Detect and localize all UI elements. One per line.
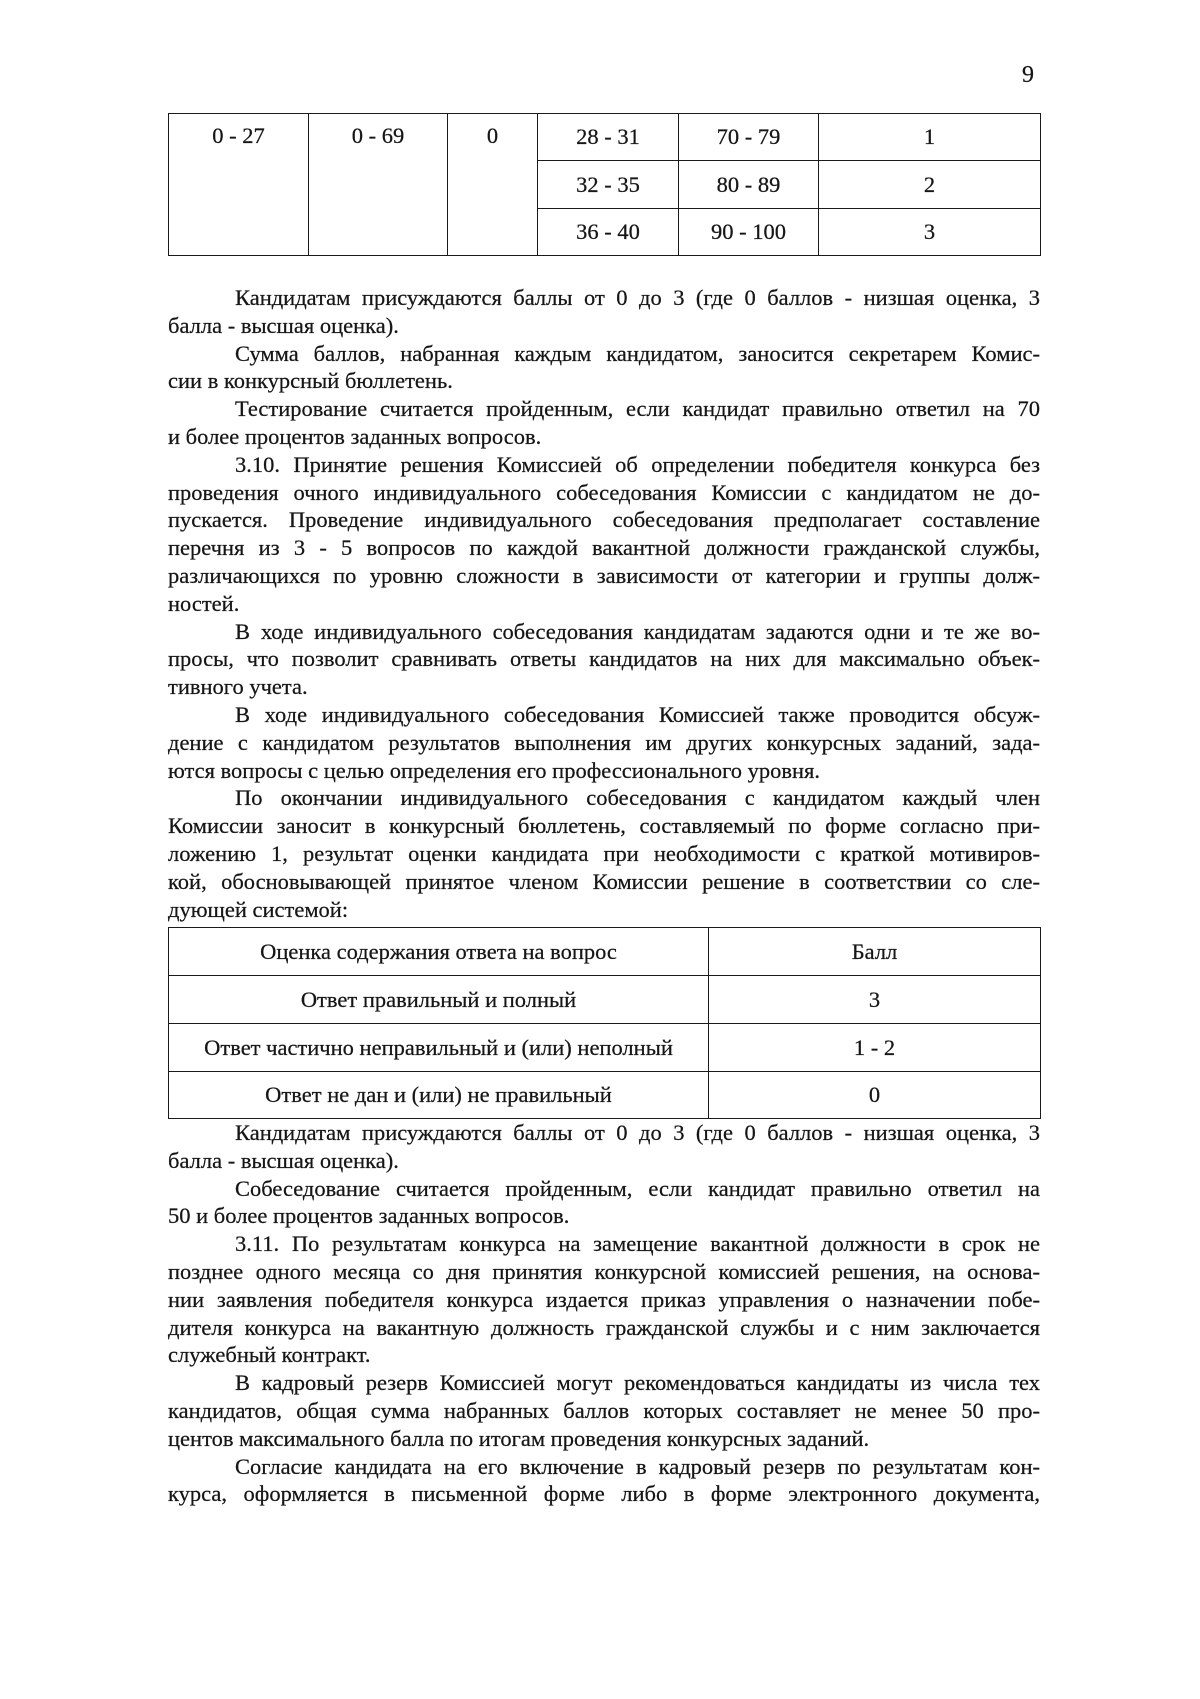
answer-table-cell: 0 xyxy=(709,1072,1041,1119)
paragraph-line: пускается. Проведение индивидуального собеседования предполагает составление xyxy=(168,507,1040,533)
paragraph-line: В кадровый резерв Комиссией могут рекомендоваться кандидаты из числа тех xyxy=(235,1370,1040,1396)
score-table-cell: 32 - 35 xyxy=(538,161,679,209)
answer-score-table xyxy=(168,927,1041,1119)
score-table-row xyxy=(169,114,1041,161)
body-text-upper xyxy=(168,284,1040,923)
answer-table-cell: Ответ правильный и полный xyxy=(169,976,709,1024)
section-3-11-paragraph xyxy=(168,1230,1040,1369)
section-3-10-paragraph xyxy=(168,451,1040,618)
answer-table-cell: 1 - 2 xyxy=(709,1024,1041,1072)
score-table-cell: 0 - 27 xyxy=(169,114,309,256)
paragraph xyxy=(168,284,1040,340)
paragraph-line: курса, оформляется в письменной форме либо в форме электронного документа, xyxy=(168,1481,1040,1507)
paragraph-line: Тестирование считается пройденным, если кандидат правильно ответил на 70 xyxy=(235,396,1040,422)
score-table-cell: 70 - 79 xyxy=(679,114,819,161)
answer-table-cell: Ответ частично неправильный и (или) неполный xyxy=(169,1024,709,1072)
paragraph-line: Комиссии заносит в конкурсный бюллетень, составляемый по форме согласно при- xyxy=(168,813,1040,839)
score-table-cell: 2 xyxy=(819,161,1041,209)
paragraph-line: Сумма баллов, набранная каждым кандидатом, заносится секретарем Комис- xyxy=(235,340,1040,366)
paragraph-line: и более процентов заданных вопросов. xyxy=(168,423,542,449)
paragraph-line: балла - высшая оценка). xyxy=(168,1147,399,1173)
paragraph-line: просы, что позволит сравнивать ответы кандидатов на них для максимально объек- xyxy=(168,646,1040,672)
score-table-cell: 80 - 89 xyxy=(679,161,819,209)
score-table-cell: 0 - 69 xyxy=(309,114,448,256)
score-table-cell: 36 - 40 xyxy=(538,209,679,256)
paragraph xyxy=(168,784,1040,923)
paragraph-line: ностей. xyxy=(168,590,240,616)
paragraph xyxy=(168,1453,1040,1509)
answer-table-header-cell: Балл xyxy=(709,928,1041,976)
score-table-cell: 0 xyxy=(448,114,538,256)
score-table-cell: 1 xyxy=(819,114,1041,161)
paragraph-line: тивного учета. xyxy=(168,674,308,700)
body-text-lower xyxy=(168,1119,1040,1508)
paragraph-line: сии в конкурсный бюллетень. xyxy=(168,368,453,394)
paragraph-line: ложению 1, результат оценки кандидата при необходимости с краткой мотивиров- xyxy=(168,840,1040,866)
paragraph xyxy=(168,395,1040,451)
paragraph-line: 3.10. Принятие решения Комиссией об определении победителя конкурса без xyxy=(235,451,1040,477)
answer-table-cell: Ответ не дан и (или) не правильный xyxy=(169,1072,709,1119)
paragraph-line: Согласие кандидата на его включение в кадровый резерв по результатам кон- xyxy=(235,1453,1040,1479)
paragraph-line: ются вопросы с целью определения его профессионального уровня. xyxy=(168,757,821,783)
paragraph-line: различающихся по уровню сложности в зависимости от категории и группы долж- xyxy=(168,562,1040,588)
paragraph-line: В ходе индивидуального собеседования кандидатам задаются одни и те же во- xyxy=(235,618,1040,644)
score-table xyxy=(168,113,1041,256)
answer-table-header-cell: Оценка содержания ответа на вопрос xyxy=(169,928,709,976)
paragraph-line: балла - высшая оценка). xyxy=(168,312,399,338)
answer-table-row xyxy=(169,1024,1041,1072)
paragraph-line: кой, обосновывающей принятое членом Комиссии решение в соответствии со сле- xyxy=(168,868,1040,894)
answer-table-row xyxy=(169,1072,1041,1119)
paragraph-line: перечня из 3 - 5 вопросов по каждой вакантной должности гражданской службы, xyxy=(168,535,1040,561)
paragraph xyxy=(168,340,1040,396)
answer-table-row xyxy=(169,976,1041,1024)
paragraph-line: дителя конкурса на вакантную должность гражданской службы и с ним заключается xyxy=(168,1314,1040,1340)
paragraph-line: дующей системой: xyxy=(168,896,349,922)
paragraph-line: По окончании индивидуального собеседования с кандидатом каждый член xyxy=(235,785,1040,811)
score-table-cell: 90 - 100 xyxy=(679,209,819,256)
paragraph-line: служебный контракт. xyxy=(168,1342,371,1368)
score-table-cell: 28 - 31 xyxy=(538,114,679,161)
paragraph xyxy=(168,618,1040,701)
paragraph-line: проведения очного индивидуального собеседования Комиссии с кандидатом не до- xyxy=(168,479,1040,505)
paragraph-line: 3.11. По результатам конкурса на замещение вакантной должности в срок не xyxy=(235,1231,1040,1257)
paragraph xyxy=(168,1119,1040,1175)
paragraph-line: кандидатов, общая сумма набранных баллов которых составляет не менее 50 про- xyxy=(168,1397,1040,1423)
paragraph-line: В ходе индивидуального собеседования Комиссией также проводится обсуж- xyxy=(235,701,1040,727)
paragraph-line: дение с кандидатом результатов выполнения им других конкурсных заданий, зада- xyxy=(168,729,1040,755)
score-table-cell: 3 xyxy=(819,209,1041,256)
paragraph-line: Кандидатам присуждаются баллы от 0 до 3 (где 0 баллов - низшая оценка, 3 xyxy=(235,285,1040,310)
answer-table-header-row xyxy=(169,928,1041,976)
paragraph-line: нии заявления победителя конкурса издается приказ управления о назначении побе- xyxy=(168,1286,1040,1312)
paragraph-line: Собеседование считается пройденным, если кандидат правильно ответил на xyxy=(235,1175,1040,1201)
answer-table-cell: 3 xyxy=(709,976,1041,1024)
paragraph-line: позднее одного месяца со дня принятия конкурсной комиссией решения, на основа- xyxy=(168,1258,1040,1284)
paragraph xyxy=(168,1175,1040,1231)
paragraph-line: Кандидатам присуждаются баллы от 0 до 3 (где 0 баллов - низшая оценка, 3 xyxy=(235,1120,1040,1145)
paragraph-line: 50 и более процентов заданных вопросов. xyxy=(168,1203,570,1229)
paragraph xyxy=(168,1369,1040,1452)
paragraph-line: центов максимального балла по итогам проведения конкурсных заданий. xyxy=(168,1425,870,1451)
page-number: 9 xyxy=(1022,62,1034,88)
paragraph xyxy=(168,701,1040,784)
